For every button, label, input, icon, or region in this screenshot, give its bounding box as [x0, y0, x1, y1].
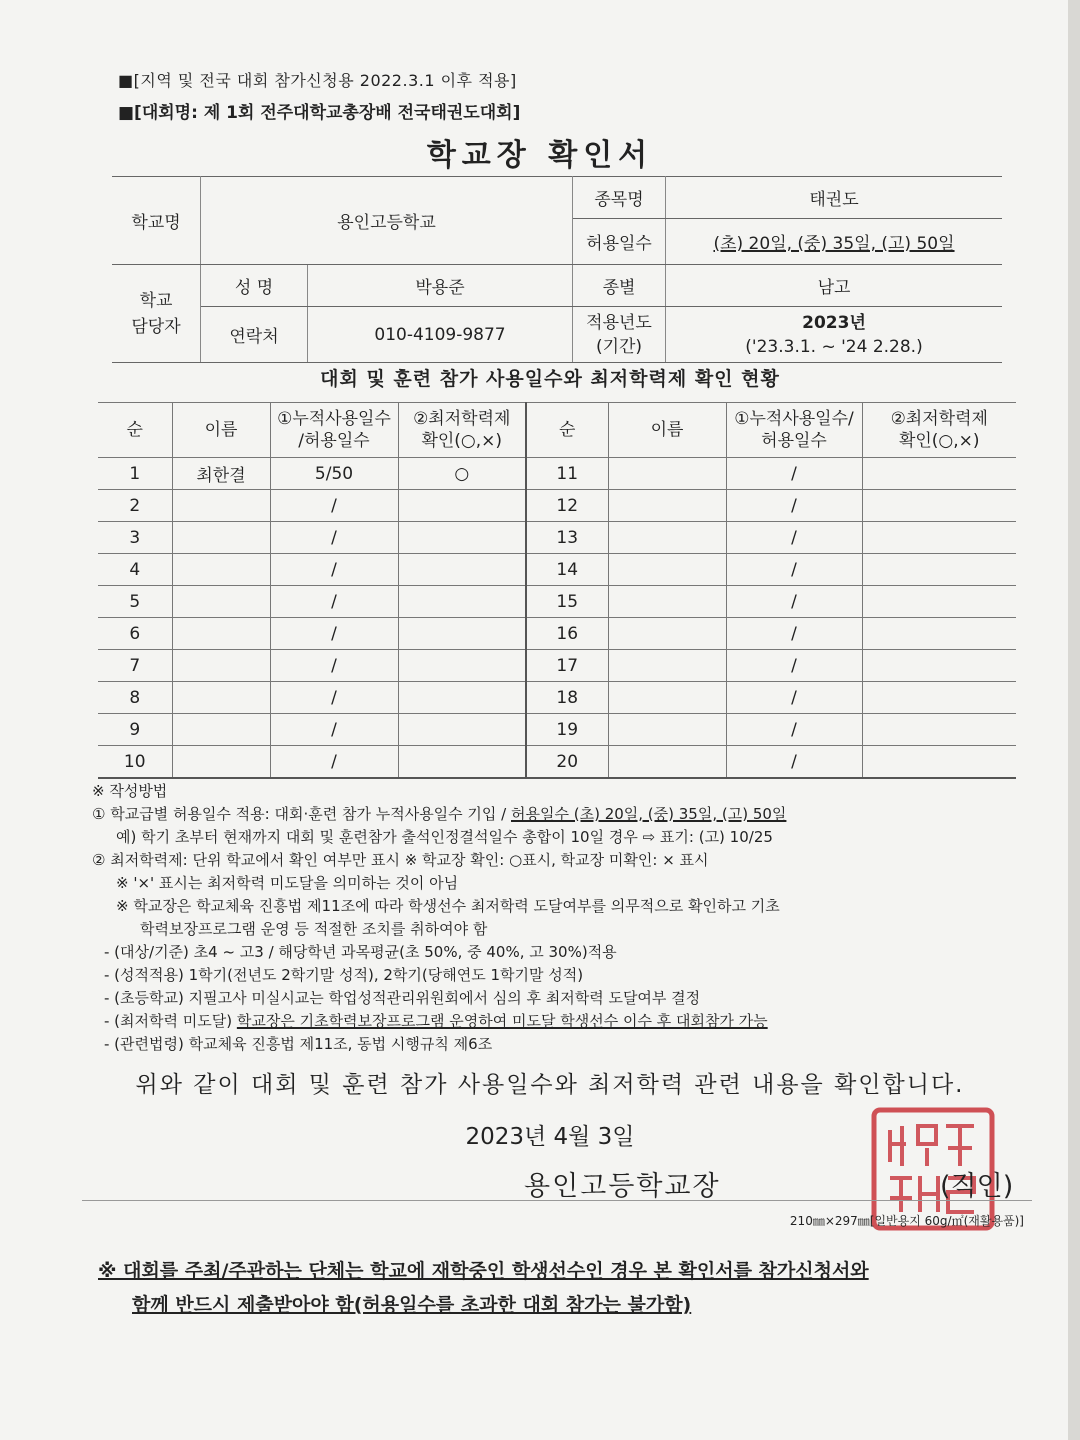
used-days: / — [270, 682, 398, 714]
min-academic-check-right — [862, 682, 1016, 714]
athlete-name — [172, 522, 270, 554]
instruction-target: - (대상/기준) 초4 ~ 고3 / 해당학년 과목평균(초 50%, 중 40%, 고 30%)적용 — [104, 943, 617, 961]
used-days: / — [270, 586, 398, 618]
type-label: 종별 — [573, 265, 666, 307]
athlete-name-right — [608, 522, 726, 554]
athlete-name-right — [608, 682, 726, 714]
row-number: 1 — [98, 458, 172, 490]
header-name-right: 이름 — [608, 403, 726, 458]
min-academic-check — [398, 554, 526, 586]
used-days: 5/50 — [270, 458, 398, 490]
school-info-table — [112, 176, 1002, 363]
row-number-right: 20 — [526, 746, 608, 779]
instructions — [92, 780, 1032, 1056]
row-number-right: 14 — [526, 554, 608, 586]
min-academic-check — [398, 746, 526, 779]
min-academic-check-right — [862, 522, 1016, 554]
athlete-name-right — [608, 714, 726, 746]
min-academic-check-right — [862, 458, 1016, 490]
table-row — [98, 554, 1016, 586]
seal-label: (직인) — [940, 1171, 1014, 1202]
instruction-2: ② 최저학력제: 단위 학교에서 확인 여부만 표시 ※ 학교장 확인: ○표시, 학교장 미확인: × 표시 — [92, 851, 709, 869]
min-academic-check — [398, 682, 526, 714]
name-label: 성 명 — [201, 265, 308, 307]
row-number: 8 — [98, 682, 172, 714]
used-days: / — [270, 554, 398, 586]
principal-title: 용인고등학교장 — [524, 1171, 721, 1202]
table-row — [98, 522, 1016, 554]
row-number: 6 — [98, 618, 172, 650]
row-number-right: 16 — [526, 618, 608, 650]
athlete-name-right — [608, 586, 726, 618]
athlete-name — [172, 714, 270, 746]
min-academic-check: ○ — [398, 458, 526, 490]
used-days: / — [270, 522, 398, 554]
row-number: 4 — [98, 554, 172, 586]
usage-table — [98, 402, 1016, 779]
used-days-right: / — [726, 490, 862, 522]
used-days-right: / — [726, 618, 862, 650]
athlete-name — [172, 618, 270, 650]
instruction-example: 예) 학기 초부터 현재까지 대회 및 훈련참가 출석인정결석일수 총합이 10일 경우 ⇨ 표기: (고) 10/25 — [116, 828, 773, 846]
row-number-right: 13 — [526, 522, 608, 554]
header-min-academic-right: ②최저학력제 확인(○,×) — [862, 403, 1016, 458]
submission-notice — [98, 1254, 1038, 1322]
athlete-name-right — [608, 650, 726, 682]
athlete-name-right — [608, 618, 726, 650]
athlete-name — [172, 490, 270, 522]
athlete-name-right — [608, 746, 726, 779]
table-row — [98, 714, 1016, 746]
used-days: / — [270, 618, 398, 650]
contact-value: 010-4109-9877 — [308, 307, 573, 363]
table-row — [98, 458, 1016, 490]
athlete-name-right — [608, 554, 726, 586]
used-days: / — [270, 650, 398, 682]
used-days-right: / — [726, 586, 862, 618]
header-no-right: 순 — [526, 403, 608, 458]
sport-value: 태권도 — [666, 177, 1003, 219]
used-days: / — [270, 746, 398, 779]
table-row — [98, 618, 1016, 650]
paper-spec: 210㎜×297㎜[일반용지 60g/㎡(재활용품)] — [789, 1214, 1024, 1228]
page-title: 학교장 확인서 — [426, 138, 654, 173]
header-days: ①누적사용일수 /허용일수 — [270, 403, 398, 458]
min-academic-check-right — [862, 618, 1016, 650]
used-days-right: / — [726, 746, 862, 779]
table-row — [98, 586, 1016, 618]
header-min-academic: ②최저학력제 확인(○,×) — [398, 403, 526, 458]
row-number-right: 19 — [526, 714, 608, 746]
contact-label: 연락처 — [201, 307, 308, 363]
year-label: 적용년도 (기간) — [573, 307, 666, 363]
competition-name: ■[대회명: 제 1회 전주대학교총장배 전국태권도대회] — [118, 103, 521, 123]
min-academic-check-right — [862, 586, 1016, 618]
table-row — [98, 682, 1016, 714]
used-days-right: / — [726, 458, 862, 490]
header-name: 이름 — [172, 403, 270, 458]
min-academic-check-right — [862, 714, 1016, 746]
usage-subtitle: 대회 및 훈련 참가 사용일수와 최저학력제 확인 현황 — [320, 368, 780, 390]
instruction-1: ① 학교급별 허용일수 적용: 대회·훈련 참가 누적사용일수 기입 / 허용일수 (초) 20일, (중) 35일, (고) 50일 — [92, 805, 787, 823]
instruction-elementary: - (초등학교) 지필고사 미실시교는 학업성적관리위원회에서 심의 후 최저학력 도달여부 결정 — [104, 989, 701, 1007]
min-academic-check — [398, 586, 526, 618]
instruction-laws: - (관련법령) 학교체육 진흥법 제11조, 동법 시행규칙 제6조 — [104, 1035, 493, 1053]
allowed-days-label: 허용일수 — [573, 219, 666, 265]
athlete-name-right — [608, 458, 726, 490]
row-number-right: 15 — [526, 586, 608, 618]
header-days-right: ①누적사용일수/ 허용일수 — [726, 403, 862, 458]
row-number-right: 12 — [526, 490, 608, 522]
row-number: 2 — [98, 490, 172, 522]
athlete-name-right — [608, 490, 726, 522]
min-academic-check — [398, 650, 526, 682]
used-days-right: / — [726, 554, 862, 586]
divider — [82, 1200, 1032, 1201]
school-value: 용인고등학교 — [201, 177, 573, 265]
min-academic-check — [398, 490, 526, 522]
row-number: 5 — [98, 586, 172, 618]
min-academic-check — [398, 714, 526, 746]
min-academic-check-right — [862, 650, 1016, 682]
allowed-days-value: (초) 20일, (중) 35일, (고) 50일 — [666, 219, 1003, 265]
year-value: 2023년 ('23.3.1. ~ '24 2.28.) — [666, 307, 1003, 363]
sport-label: 종목명 — [573, 177, 666, 219]
name-value: 박용준 — [308, 265, 573, 307]
type-value: 남고 — [666, 265, 1003, 307]
notice-line-1: ※ 대회를 주최/주관하는 단체는 학교에 재학중인 학생선수인 경우 본 확인서를 참가신청서와 — [98, 1260, 869, 1282]
confirmation-statement: 위와 같이 대회 및 훈련 참가 사용일수와 최저학력 관련 내용을 확인합니다. — [135, 1072, 965, 1098]
used-days-right: / — [726, 522, 862, 554]
row-number: 9 — [98, 714, 172, 746]
used-days-right: / — [726, 650, 862, 682]
row-number: 10 — [98, 746, 172, 779]
min-academic-check — [398, 522, 526, 554]
table-row — [98, 650, 1016, 682]
used-days-right: / — [726, 682, 862, 714]
min-academic-check-right — [862, 746, 1016, 779]
athlete-name — [172, 682, 270, 714]
used-days: / — [270, 490, 398, 522]
min-academic-check-right — [862, 490, 1016, 522]
manager-label: 학교 담당자 — [112, 265, 201, 363]
athlete-name — [172, 650, 270, 682]
header-no: 순 — [98, 403, 172, 458]
row-number-right: 11 — [526, 458, 608, 490]
used-days: / — [270, 714, 398, 746]
instruction-not-met: - (최저학력 미도달) 학교장은 기초학력보장프로그램 운영하여 미도달 학생선수 이수 후 대회참가 가능 — [104, 1012, 768, 1030]
instruction-note-x: ※ '×' 표시는 최저학력 미도달을 의미하는 것이 아님 — [116, 874, 459, 892]
min-academic-check-right — [862, 554, 1016, 586]
athlete-name: 최한결 — [172, 458, 270, 490]
issue-date: 2023년 4월 3일 — [465, 1124, 635, 1150]
row-number: 3 — [98, 522, 172, 554]
athlete-name — [172, 554, 270, 586]
row-number-right: 17 — [526, 650, 608, 682]
instruction-note-law-cont: 학력보장프로그램 운영 등 적절한 조치를 취하여야 함 — [140, 920, 488, 938]
row-number: 7 — [98, 650, 172, 682]
notice-line-2: 함께 반드시 제출받아야 함(허용일수를 초과한 대회 참가는 불가함) — [132, 1294, 692, 1316]
min-academic-check — [398, 618, 526, 650]
athlete-name — [172, 746, 270, 779]
school-label: 학교명 — [112, 177, 201, 265]
instruction-note-law: ※ 학교장은 학교체육 진흥법 제11조에 따라 학생선수 최저학력 도달여부를 의무적으로 확인하고 기초 — [116, 897, 780, 915]
instruction-grades: - (성적적용) 1학기(전년도 2학기말 성적), 2학기(당해연도 1학기말 성적) — [104, 966, 584, 984]
table-row — [98, 490, 1016, 522]
athlete-name — [172, 586, 270, 618]
usage-header-row — [98, 403, 1016, 458]
instructions-heading: ※ 작성방법 — [92, 782, 168, 800]
usage-scope-note: ■[지역 및 전국 대회 참가신청용 2022.3.1 이후 적용] — [118, 71, 517, 90]
table-row — [98, 746, 1016, 779]
used-days-right: / — [726, 714, 862, 746]
row-number-right: 18 — [526, 682, 608, 714]
